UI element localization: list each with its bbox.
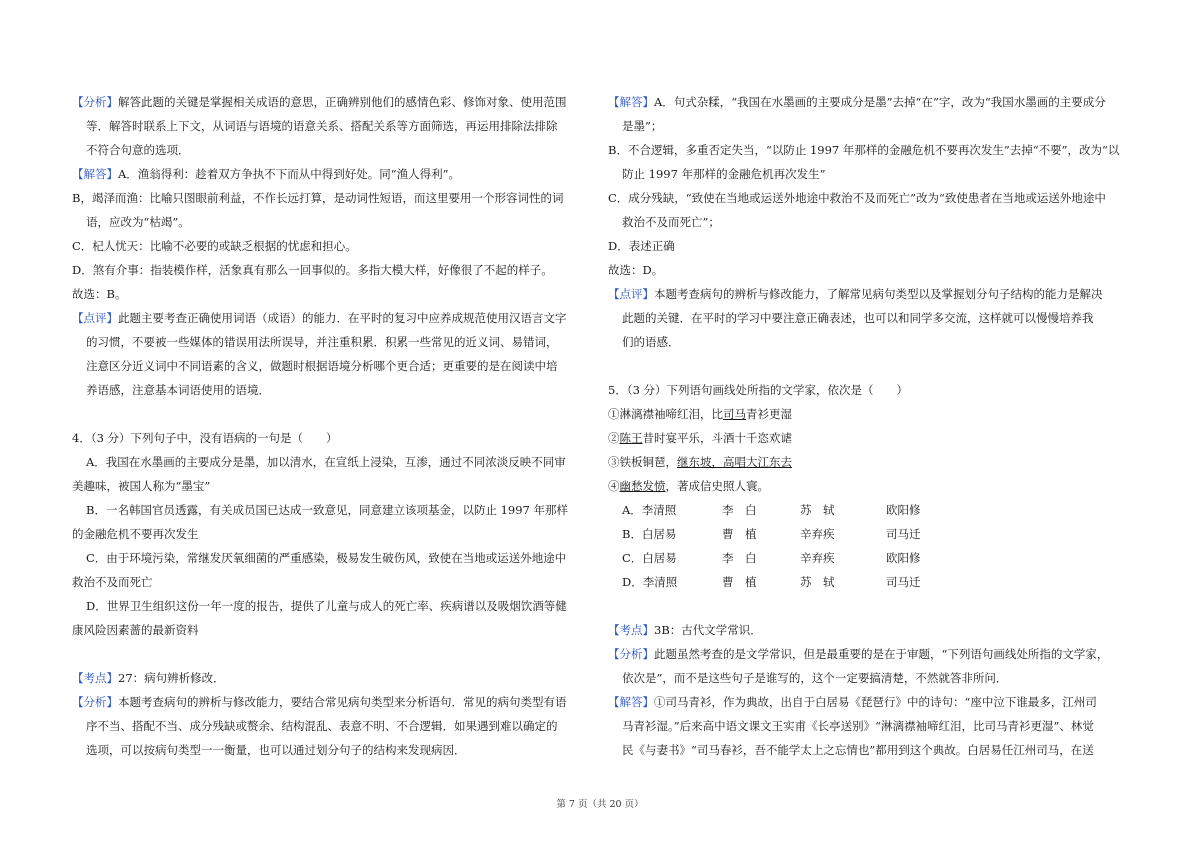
q5-option-c: C．白居易 李 白 辛弃疾 欧阳修 [622, 551, 921, 565]
q5-sentence-4: ④幽愁发愤，著成信史照人寰。 [608, 479, 769, 493]
answer-5: 【解答】①司马青衫，作为典故，出自于白居易《琵琶行》中的诗句：“座中泣下谁最多，江州司 [608, 695, 1097, 709]
q5-option-b: B．白居易 曹 植 辛弃疾 司马迁 [622, 527, 921, 541]
q5-option-a: A．李清照 李 白 苏 轼 欧阳修 [622, 503, 921, 517]
analysis-tag: 【分析】 [608, 647, 654, 661]
answer-3: 【解答】A．渔翁得利：趁着双方争执不下而从中得到好处。同“渔人得利”。 [72, 167, 461, 181]
comment-3: 【点评】此题主要考查正确使用词语（成语）的能力．在平时的复习中应养成规范使用汉语言文字 [72, 311, 567, 325]
analysis-4: 【分析】本题考查病句的辨析与修改能力，要结合常见病句类型来分析语句．常见的病句类型有语 [72, 695, 567, 709]
left-column: 【分析】解答此题的关键是掌握相关成语的意思，正确辨别他们的感情色彩、修饰对象、使用范围 等．解答时联系上下文，从词语与语境的语意关系、搭配关系等方面筛选，再运用排除法排除 不符合句意的选项． 【解答】A．渔翁得利：趁着双方争执不下而从中得到好处。同“渔人得利”。 B，竭泽而渔：比喻只图眼前利益，不作长远打算，是动词性短语，而这里要用一个形容词性的词 语，应改为“枯竭”。 C．杞人忧天：比喻不必要的或缺乏根据的忧虑和担心。 D．煞有介事：指装模作样，活象真有那么一回事似的。多指大模大样，好像很了不起的样子。 故选：B。 【点评】此题主要考查正确使用词语（成语）的能力．在平时的复习中应养成规范使用汉语言文字 的习惯，不要被一些媒体的错误用法所误导，并注重积累．积累一些常见的近义词、易错词， 注意区分近义词中不同语素的含义，做题时根据语境分析哪个更合适；更重要的是在阅读中培 养语感，注意基本词语使用的语境． 4．（3 分）下列句子中，没有语病的一句是（ ） A．我国在水墨画的主要成分是墨，加以清水，在宣纸上浸染，互渗，通过不同浓淡反映不同审 美趣味，被国人称为“墨宝” B．一名韩国官员透露，有关成员国已达成一致意见，同意建立该项基金，以防止 1997 年那样 的金融危机不要再次发生 C．由于环境污染，常继发厌氧细菌的严重感染，极易发生破伤风，致使在当地或运送外地途中 救治不及而死亡 D．世界卫生组织这份一年一度的报告，提供了儿童与成人的死亡率、疾病谱以及吸烟饮酒等健 康风险因素蔷的最新资料 【考点】27：病句辨析修改． 【分析】本题考查病句的辨析与修改能力，要结合常见病句类型来分析语句．常见的病句类型有语 序不当、搭配不当、成分残缺或赘余、结构混乱、表意不明、不合逻辑．如果遇到难以确定的 选项，可以按病句类型一一衡量，也可以通过划分句子的结构来发现病因． [72, 90, 590, 762]
comment-tag: 【点评】 [608, 287, 654, 301]
knowledge-tag: 【考点】 [72, 671, 118, 685]
answer-choice-4: 故选：D。 [608, 263, 664, 277]
knowledge-point-4: 【考点】27：病句辨析修改． [72, 671, 225, 685]
q4-option-b: B．一名韩国官员透露，有关成员国已达成一致意见，同意建立该项基金，以防止 1997 年那样 [86, 503, 569, 517]
page-footer: 第 7 页（共 20 页） [556, 799, 644, 810]
q5-option-d: D．李清照 曹 植 苏 轼 司马迁 [622, 575, 921, 589]
q5-sentence-2: ②陈王昔时宴平乐，斗酒十千恣欢谑 [608, 431, 792, 445]
answer-4: 【解答】A．句式杂糅，“我国在水墨画的主要成分是墨”去掉“在”字，改为“我国水墨画的主要成分 [608, 95, 1106, 109]
knowledge-tag: 【考点】 [608, 623, 654, 637]
knowledge-point-5: 【考点】3B：古代文学常识． [608, 623, 762, 637]
q5-sentence-1: ①淋漓襟袖啼红泪，比司马青衫更湿 [608, 407, 792, 421]
right-column: 【解答】A．句式杂糅，“我国在水墨画的主要成分是墨”去掉“在”字，改为“我国水墨画的主要成分 是墨”； B．不合逻辑，多重否定失当，“以防止 1997 年那样的金融危机不要再次发生”去掉“不要”，改为“以 防止 1997 年那样的金融危机再次发生” C．成分残缺，“致使在当地或运送外地途中救治不及而死亡”改为“致使患者在当地或运送外地途中 救治不及而死亡”； D．表述正确 故选：D。 【点评】本题考查病句的辨析与修改能力，了解常见病句类型以及掌握划分句子结构的能力是解决 此题的关键．在平时的学习中要注意正确表述，也可以和同学多交流，这样就可以慢慢培养我 们的语感． 5．（3 分）下列语句画线处所指的文学家，依次是（ ） ①淋漓襟袖啼红泪，比司马青衫更湿 ②陈王昔时宴平乐，斗酒十千恣欢谑 ③铁板铜琶，继东坡，高唱大江东去 ④幽愁发愤，著成信史照人寰。 A．李清照 李 白 苏 轼 欧阳修 B．白居易 曹 植 辛弃疾 司马迁 C．白居易 李 白 辛弃疾 欧阳修 D．李清照 曹 植 苏 轼 司马迁 【考点】3B：古代文学常识． 【分析】此题虽然考查的是文学常识，但是最重要的是在于审题，“下列语句画线处所指的文学家， 依次是”，而不是这些句子是谁写的，这个一定要搞清楚，不然就答非所问． 【解答】①司马青衫，作为典故，出自于白居易《琵琶行》中的诗句：“座中泣下谁最多，江州司 马青衫湿。”后来高中语文课文王实甫《长亭送别》“淋漓襟袖啼红泪，比司马青衫更湿”、林觉 民《与妻书》“司马春衫，吾不能学太上之忘情也”都用到这个典故。白居易任江州司马，在送 [608, 90, 1126, 762]
answer-tag: 【解答】 [608, 95, 654, 109]
answer-tag: 【解答】 [608, 695, 654, 709]
comment-4: 【点评】本题考查病句的辨析与修改能力，了解常见病句类型以及掌握划分句子结构的能力是解决 [608, 287, 1103, 301]
question-4-title: 4．（3 分）下列句子中，没有语病的一句是（ ） [72, 431, 338, 445]
analysis-tag: 【分析】 [72, 695, 118, 709]
answer-choice-3: 故选：B。 [72, 287, 127, 301]
analysis-3: 【分析】解答此题的关键是掌握相关成语的意思，正确辨别他们的感情色彩、修饰对象、使用范围 [72, 95, 567, 109]
analysis-tag: 【分析】 [72, 95, 118, 109]
question-5-title: 5．（3 分）下列语句画线处所指的文学家，依次是（ ） [608, 383, 909, 397]
comment-tag: 【点评】 [72, 311, 118, 325]
q4-option-a: A．我国在水墨画的主要成分是墨，加以清水，在宣纸上浸染，互渗，通过不同浓淡反映不同审 [86, 455, 566, 469]
q4-option-c: C．由于环境污染，常继发厌氧细菌的严重感染，极易发生破伤风，致使在当地或运送外地途中 [86, 551, 567, 565]
q5-sentence-3: ③铁板铜琶，继东坡，高唱大江东去 [608, 455, 792, 469]
analysis-5: 【分析】此题虽然考查的是文学常识，但是最重要的是在于审题，“下列语句画线处所指的文学家， [608, 647, 1109, 661]
q4-option-d: D．世界卫生组织这份一年一度的报告，提供了儿童与成人的死亡率、疾病谱以及吸烟饮酒等健 [86, 599, 567, 613]
answer-tag: 【解答】 [72, 167, 118, 181]
